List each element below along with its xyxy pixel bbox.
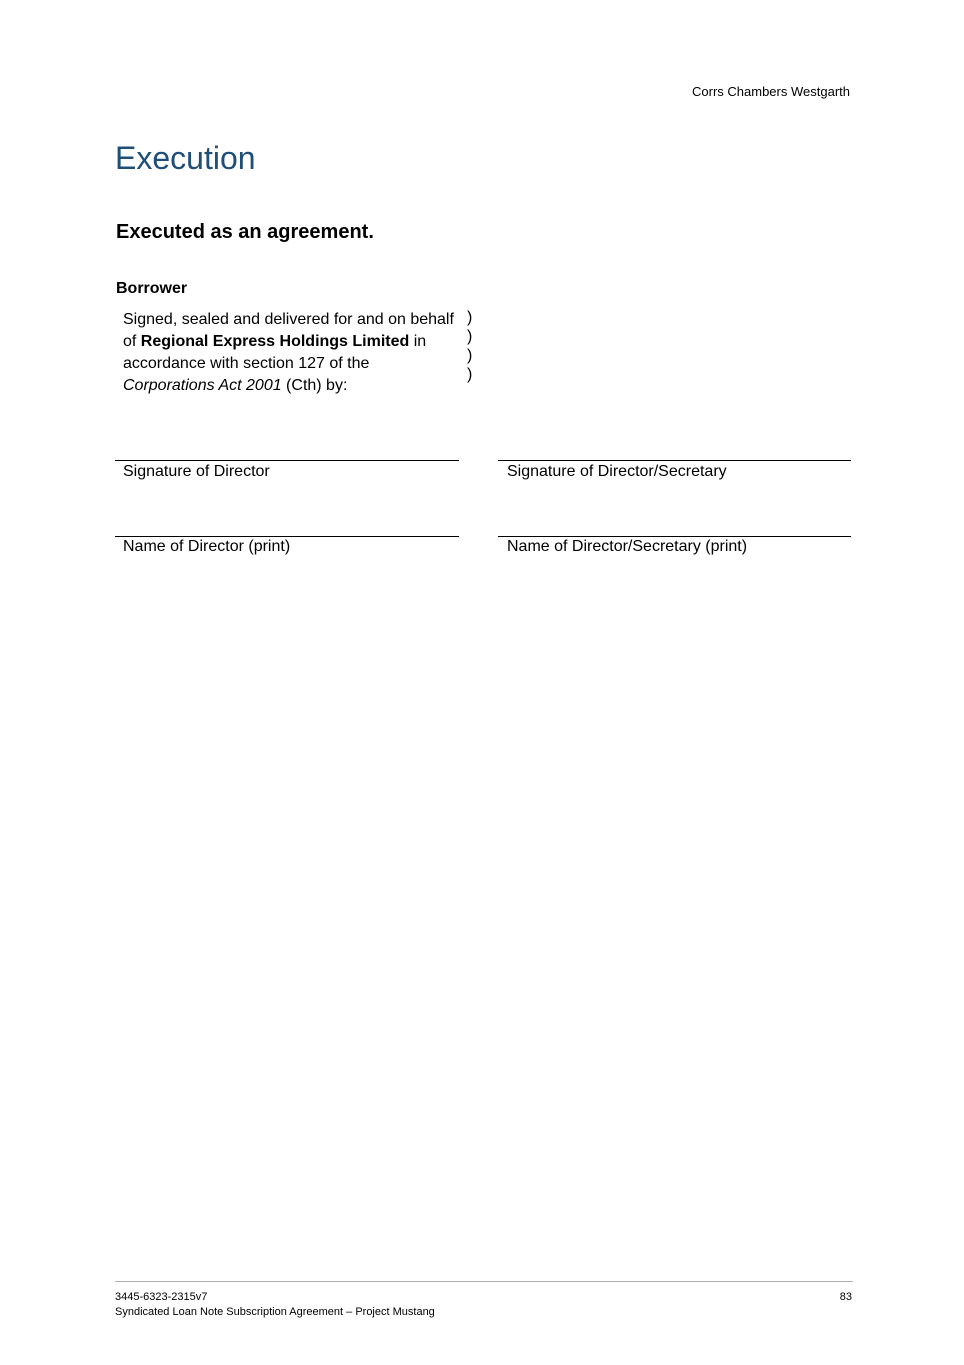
director-signature-label: Signature of Director bbox=[123, 463, 270, 480]
section-subtitle: Executed as an agreement. bbox=[116, 221, 374, 243]
document-name: Syndicated Loan Note Subscription Agreement – Project Mustang bbox=[115, 1306, 435, 1318]
secretary-signature-line[interactable] bbox=[498, 460, 851, 461]
document-id: 3445-6323-2315v7 bbox=[115, 1291, 208, 1303]
bracket: ) bbox=[467, 366, 473, 383]
page-number: 83 bbox=[839, 1291, 852, 1303]
execution-text-part2: in accordance with section 127 of the bbox=[123, 333, 427, 372]
execution-text-part3: (Cth) by: bbox=[281, 377, 348, 394]
secretary-signature-label: Signature of Director/Secretary bbox=[507, 463, 727, 480]
footer-divider bbox=[115, 1281, 853, 1282]
secretary-name-label: Name of Director/Secretary (print) bbox=[507, 538, 748, 555]
firm-name: Corrs Chambers Westgarth bbox=[692, 84, 850, 99]
bracket: ) bbox=[467, 309, 473, 326]
company-name: Regional Express Holdings Limited bbox=[140, 333, 410, 350]
bracket-column bbox=[467, 308, 472, 384]
bracket: ) bbox=[467, 347, 473, 364]
page-title: Execution bbox=[115, 140, 256, 176]
party-label: Borrower bbox=[116, 280, 188, 297]
secretary-name-line[interactable] bbox=[498, 536, 851, 537]
execution-text-part1: Signed, sealed and delivered for and on behalf of bbox=[123, 311, 454, 350]
director-name-label: Name of Director (print) bbox=[123, 538, 291, 555]
act-name: Corporations Act 2001 bbox=[123, 377, 282, 394]
director-name-line[interactable] bbox=[115, 536, 459, 537]
bracket: ) bbox=[467, 328, 473, 345]
execution-clause bbox=[123, 309, 455, 397]
director-signature-line[interactable] bbox=[115, 460, 459, 461]
